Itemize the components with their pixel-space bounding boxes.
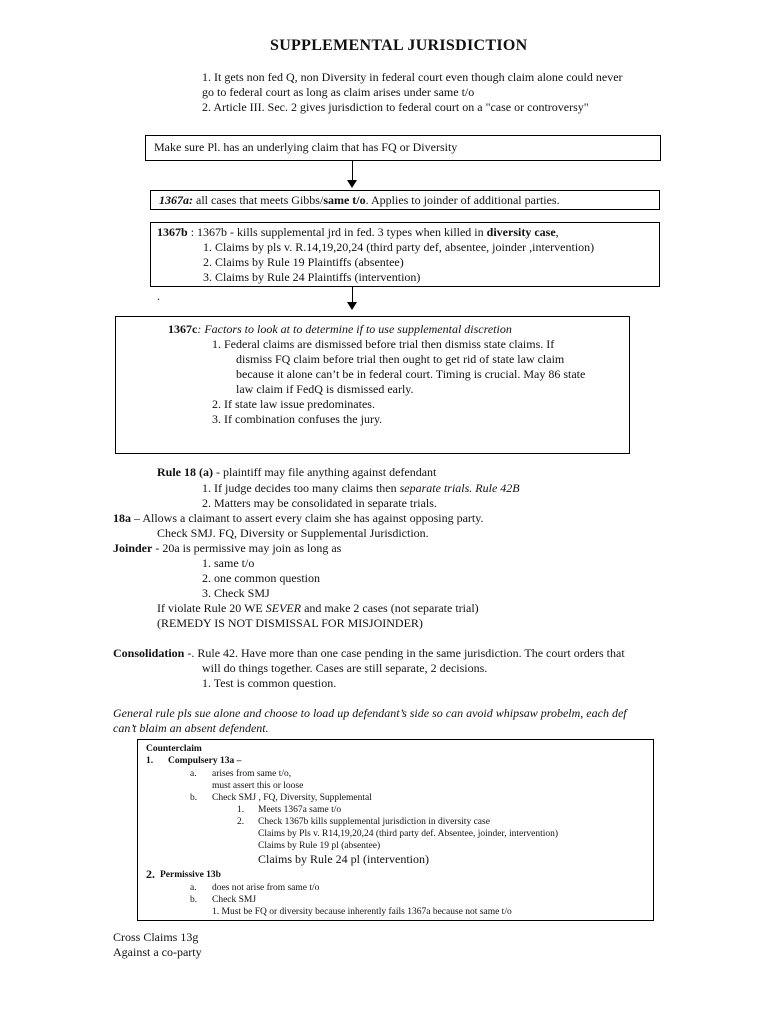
joinder-heading bbox=[113, 541, 341, 556]
rule-1367b-text bbox=[157, 225, 559, 240]
cross-claims-heading: Cross Claims 13g bbox=[113, 930, 199, 944]
flow-arrow-head-2 bbox=[347, 302, 357, 310]
rule-1367a-text-1: all cases that meets Gibbs/ bbox=[193, 193, 324, 207]
general-rule-line-1: General rule pls sue alone and choose to load up defendant’s side so can avoid whipsaw probelm, each def bbox=[113, 706, 627, 720]
compulsory-b-mark: b. bbox=[190, 793, 198, 803]
joinder-remedy: (REMEDY IS NOT DISMISSAL FOR MISJOINDER) bbox=[157, 616, 423, 630]
intro-line-1: 1. It gets non fed Q, non Diversity in federal court even though claim alone could never bbox=[202, 70, 623, 84]
rule-18-item-2: 2. Matters may be consolidated in separate trials. bbox=[202, 496, 437, 510]
joinder-violate bbox=[157, 601, 479, 616]
rule-1367a-text-2: . Applies to joinder of additional parties. bbox=[365, 193, 560, 207]
rule-1367a-text bbox=[159, 193, 560, 208]
consolidation-line bbox=[113, 646, 625, 661]
flow-arrow-head bbox=[347, 180, 357, 188]
rule-1367c-box bbox=[115, 316, 630, 454]
compulsory-n1: Meets 1367a same t/o bbox=[258, 805, 342, 815]
rule-18-item-1-text: 1. If judge decides too many claims then bbox=[202, 481, 400, 495]
joinder-item-1: 1. same t/o bbox=[202, 556, 255, 570]
rule-1367c-item-3: 3. If combination confuses the jury. bbox=[212, 412, 383, 426]
rule-18a-line bbox=[113, 511, 483, 526]
permissive-a: does not arise from same t/o bbox=[212, 883, 320, 893]
rule-18a-heading bbox=[157, 465, 436, 480]
permissive-b-mark: b. bbox=[190, 895, 198, 905]
rule-18-label: Rule 18 (a) bbox=[157, 465, 213, 479]
rule-1367b-text-2: , bbox=[555, 225, 559, 239]
rule-1367c-item-1b: dismiss FQ claim before trial then ought to get rid of state law claim bbox=[236, 352, 565, 366]
underlying-claim-text: Make sure Pl. has an underlying claim that has FQ or Diversity bbox=[154, 140, 458, 154]
joinder-label: Joinder bbox=[113, 541, 153, 555]
consolidation-line-2: will do things together. Cases are still separate, 2 decisions. bbox=[202, 661, 488, 675]
rule-1367c-label: 1367c bbox=[168, 322, 198, 336]
rule-1367c-heading-text: : Factors to look at to determine if to use supplemental discretion bbox=[197, 322, 512, 336]
rule-18-item-1 bbox=[202, 481, 520, 496]
permissive-num: 2. bbox=[146, 867, 155, 881]
rule-1367b-label: 1367b bbox=[157, 225, 188, 239]
rule-18-text: - plaintiff may file anything against defendant bbox=[213, 465, 437, 479]
rule-1367a-box bbox=[150, 190, 660, 210]
rule-1367b-item-3: 3. Claims by Rule 24 Plaintiffs (intervention) bbox=[203, 270, 421, 284]
compulsory-n1-mark: 1. bbox=[237, 805, 245, 815]
compulsory-n2a: Claims by Pls v. R14,19,20,24 (third party def. Absentee, joinder, intervention) bbox=[258, 829, 559, 839]
joinder-item-3: 3. Check SMJ bbox=[202, 586, 270, 600]
flow-arrow-line-2 bbox=[352, 287, 353, 303]
counterclaim-title: Counterclaim bbox=[146, 744, 202, 754]
rule-18-item-1-italic: separate trials. Rule 42B bbox=[399, 481, 520, 495]
compulsory-num: 1. bbox=[146, 756, 154, 766]
rule-1367c-item-2: 2. If state law issue predominates. bbox=[212, 397, 375, 411]
rule-18a-check: Check SMJ. FQ, Diversity or Supplemental Jurisdiction. bbox=[157, 526, 429, 540]
rule-1367a-label: 1367a: bbox=[159, 193, 193, 207]
rule-1367c-item-1: 1. Federal claims are dismissed before trial then dismiss state claims. If bbox=[212, 337, 555, 351]
compulsory-a-mark: a. bbox=[190, 769, 197, 779]
consolidation-line-3: 1. Test is common question. bbox=[202, 676, 337, 690]
joinder-violate-b: SEVER bbox=[265, 601, 302, 615]
rule-18a-label: 18a bbox=[113, 511, 131, 525]
intro-line-2: go to federal court as long as claim arises under same t/o bbox=[202, 85, 475, 99]
compulsory-a-2: must assert this or loose bbox=[212, 781, 304, 791]
underlying-claim-box bbox=[145, 135, 661, 161]
compulsory-n2b: Claims by Rule 19 pl (absentee) bbox=[258, 841, 381, 851]
joinder-text: - 20a is permissive may join as long as bbox=[152, 541, 342, 555]
permissive-b-1: 1. Must be FQ or diversity because inherently fails 1367a because not same t/o bbox=[212, 907, 512, 917]
cross-claims-text: Against a co-party bbox=[113, 945, 202, 959]
rule-1367c-item-1d: law claim if FedQ is dismissed early. bbox=[236, 382, 414, 396]
stray-dot: . bbox=[157, 289, 160, 303]
rule-1367b-bold: diversity case bbox=[486, 225, 556, 239]
rule-1367c-item-1c: because it alone can’t be in federal court. Timing is crucial. May 86 state bbox=[236, 367, 586, 381]
flow-arrow-line bbox=[352, 161, 353, 181]
compulsory-n2c: Claims by Rule 24 pl (intervention) bbox=[258, 852, 429, 866]
counterclaim-box bbox=[137, 739, 654, 921]
rule-1367a-bold: same t/o bbox=[323, 193, 366, 207]
permissive-a-mark: a. bbox=[190, 883, 197, 893]
compulsory-label: Compulsery 13a – bbox=[168, 756, 242, 766]
rule-1367c-heading bbox=[168, 322, 512, 337]
joinder-item-2: 2. one common question bbox=[202, 571, 320, 585]
rule-1367b-box bbox=[150, 222, 660, 287]
compulsory-a-1: arises from same t/o, bbox=[212, 769, 292, 779]
intro-line-3: 2. Article III. Sec. 2 gives jurisdiction to federal court on a "case or controversy" bbox=[202, 100, 589, 114]
compulsory-n2: Check 1367b kills supplemental jurisdiction in diversity case bbox=[258, 817, 490, 827]
rule-1367b-item-1: 1. Claims by pls v. R.14,19,20,24 (third party def, absentee, joinder ,intervention) bbox=[203, 240, 595, 254]
joinder-violate-a: If violate Rule 20 WE bbox=[157, 601, 266, 615]
page-title: SUPPLEMENTAL JURISDICTION bbox=[270, 37, 528, 54]
consolidation-label: Consolidation bbox=[113, 646, 185, 660]
compulsory-n2-mark: 2. bbox=[237, 817, 245, 827]
permissive-b: Check SMJ bbox=[212, 895, 257, 905]
permissive-label: Permissive 13b bbox=[160, 870, 221, 880]
rule-1367b-text-1: : 1367b - kills supplemental jrd in fed. 3 types when killed in bbox=[187, 225, 487, 239]
rule-18a-text: – Allows a claimant to assert every claim she has against opposing party. bbox=[131, 511, 484, 525]
general-rule-line-2: can’t blaim an absent defendent. bbox=[113, 721, 269, 735]
consolidation-text: -. Rule 42. Have more than one case pending in the same jurisdiction. The court orders that bbox=[184, 646, 625, 660]
rule-1367b-item-2: 2. Claims by Rule 19 Plaintiffs (absentee) bbox=[203, 255, 404, 269]
joinder-violate-c: and make 2 cases (not separate trial) bbox=[301, 601, 479, 615]
compulsory-b-1: Check SMJ , FQ, Diversity, Supplemental bbox=[212, 793, 372, 803]
